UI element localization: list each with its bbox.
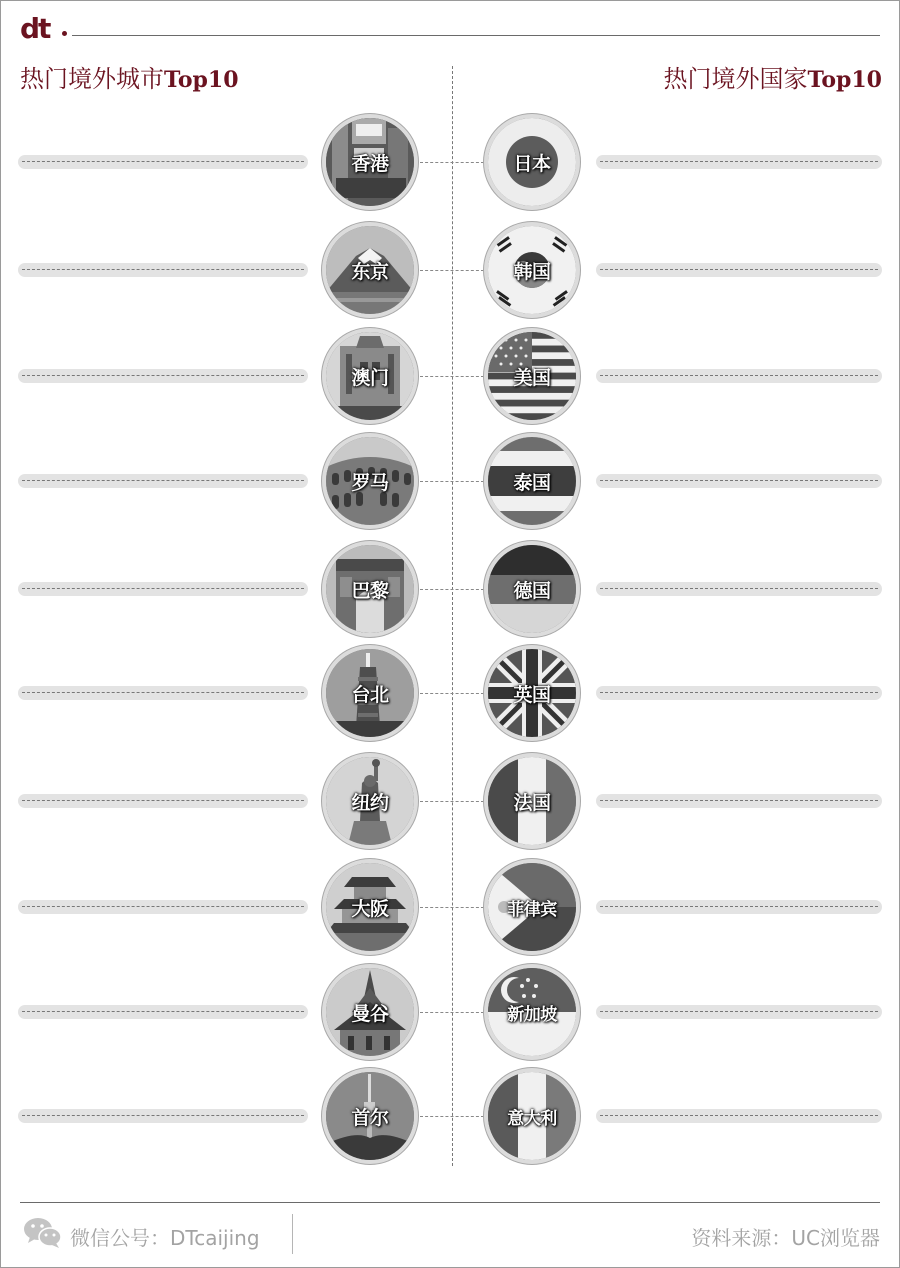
countries-heading-text: 热门境外国家	[663, 65, 808, 93]
city-circle	[322, 541, 418, 637]
city-name: 东京	[351, 260, 389, 283]
city-circle	[322, 1068, 418, 1164]
city-circle	[322, 433, 418, 529]
country-row-bar	[596, 1005, 882, 1019]
country-row-bar	[596, 794, 882, 808]
city-row-bar	[18, 1005, 308, 1019]
cities-heading-text: 热门境外城市	[20, 65, 164, 93]
city-name: 台北	[351, 683, 389, 706]
country-row-bar	[596, 263, 882, 277]
country-row-bar	[596, 155, 882, 169]
row-connector	[420, 907, 484, 908]
country-circle	[484, 753, 580, 849]
dt-logo: dt	[20, 12, 50, 45]
country-name: 美国	[513, 366, 551, 389]
city-circle	[322, 222, 418, 318]
row-connector	[420, 270, 484, 271]
city-circle	[322, 753, 418, 849]
wechat-icon	[22, 1216, 64, 1250]
city-name: 曼谷	[351, 1002, 389, 1025]
country-row-bar	[596, 1109, 882, 1123]
city-name: 首尔	[351, 1106, 389, 1129]
row-connector	[420, 1116, 484, 1117]
city-name: 澳门	[351, 366, 389, 389]
wechat-account: 微信公号：DTcaijing	[70, 1226, 260, 1250]
country-circle	[484, 541, 580, 637]
city-name: 香港	[351, 152, 389, 175]
row-connector	[420, 481, 484, 482]
country-name: 菲律宾	[507, 899, 557, 920]
city-name: 大阪	[351, 897, 389, 920]
row-connector	[420, 1012, 484, 1013]
footer-divider	[20, 1202, 880, 1203]
row-connector	[420, 801, 484, 802]
country-name: 德国	[513, 579, 551, 602]
city-circle	[322, 114, 418, 210]
row-connector	[420, 376, 484, 377]
countries-heading	[663, 62, 882, 97]
country-row-bar	[596, 900, 882, 914]
country-name: 韩国	[513, 260, 551, 283]
city-circle	[322, 328, 418, 424]
country-row-bar	[596, 474, 882, 488]
country-name: 泰国	[513, 471, 551, 494]
country-name: 英国	[513, 683, 551, 706]
country-circle	[484, 645, 580, 741]
city-circle	[322, 964, 418, 1060]
row-connector	[420, 162, 484, 163]
country-circle	[484, 433, 580, 529]
country-row-bar	[596, 686, 882, 700]
city-row-bar	[18, 582, 308, 596]
city-row-bar	[18, 474, 308, 488]
cities-heading	[20, 62, 239, 97]
country-circle	[484, 328, 580, 424]
row-connector	[420, 589, 484, 590]
country-circle	[484, 222, 580, 318]
header-divider	[72, 35, 880, 36]
country-name: 新加坡	[507, 1004, 557, 1025]
city-row-bar	[18, 900, 308, 914]
city-name: 纽约	[351, 791, 389, 814]
countries-heading-top10: Top10	[807, 67, 882, 93]
country-circle	[484, 1068, 580, 1164]
center-divider	[452, 66, 453, 1166]
city-row-bar	[18, 686, 308, 700]
city-row-bar	[18, 263, 308, 277]
data-source: 资料来源：UC浏览器	[691, 1226, 880, 1250]
country-circle	[484, 859, 580, 955]
country-row-bar	[596, 369, 882, 383]
country-circle	[484, 964, 580, 1060]
city-row-bar	[18, 155, 308, 169]
cities-heading-top10: Top10	[164, 67, 239, 93]
city-name: 巴黎	[351, 579, 389, 602]
city-row-bar	[18, 1109, 308, 1123]
city-circle	[322, 859, 418, 955]
country-circle	[484, 114, 580, 210]
city-row-bar	[18, 369, 308, 383]
footer-separator	[292, 1214, 293, 1254]
country-name: 意大利	[507, 1108, 557, 1129]
country-row-bar	[596, 582, 882, 596]
country-name: 日本	[513, 152, 551, 175]
city-name: 罗马	[351, 471, 389, 494]
country-name: 法国	[513, 791, 551, 814]
city-row-bar	[18, 794, 308, 808]
city-circle	[322, 645, 418, 741]
logo-dot	[62, 31, 67, 36]
row-connector	[420, 693, 484, 694]
